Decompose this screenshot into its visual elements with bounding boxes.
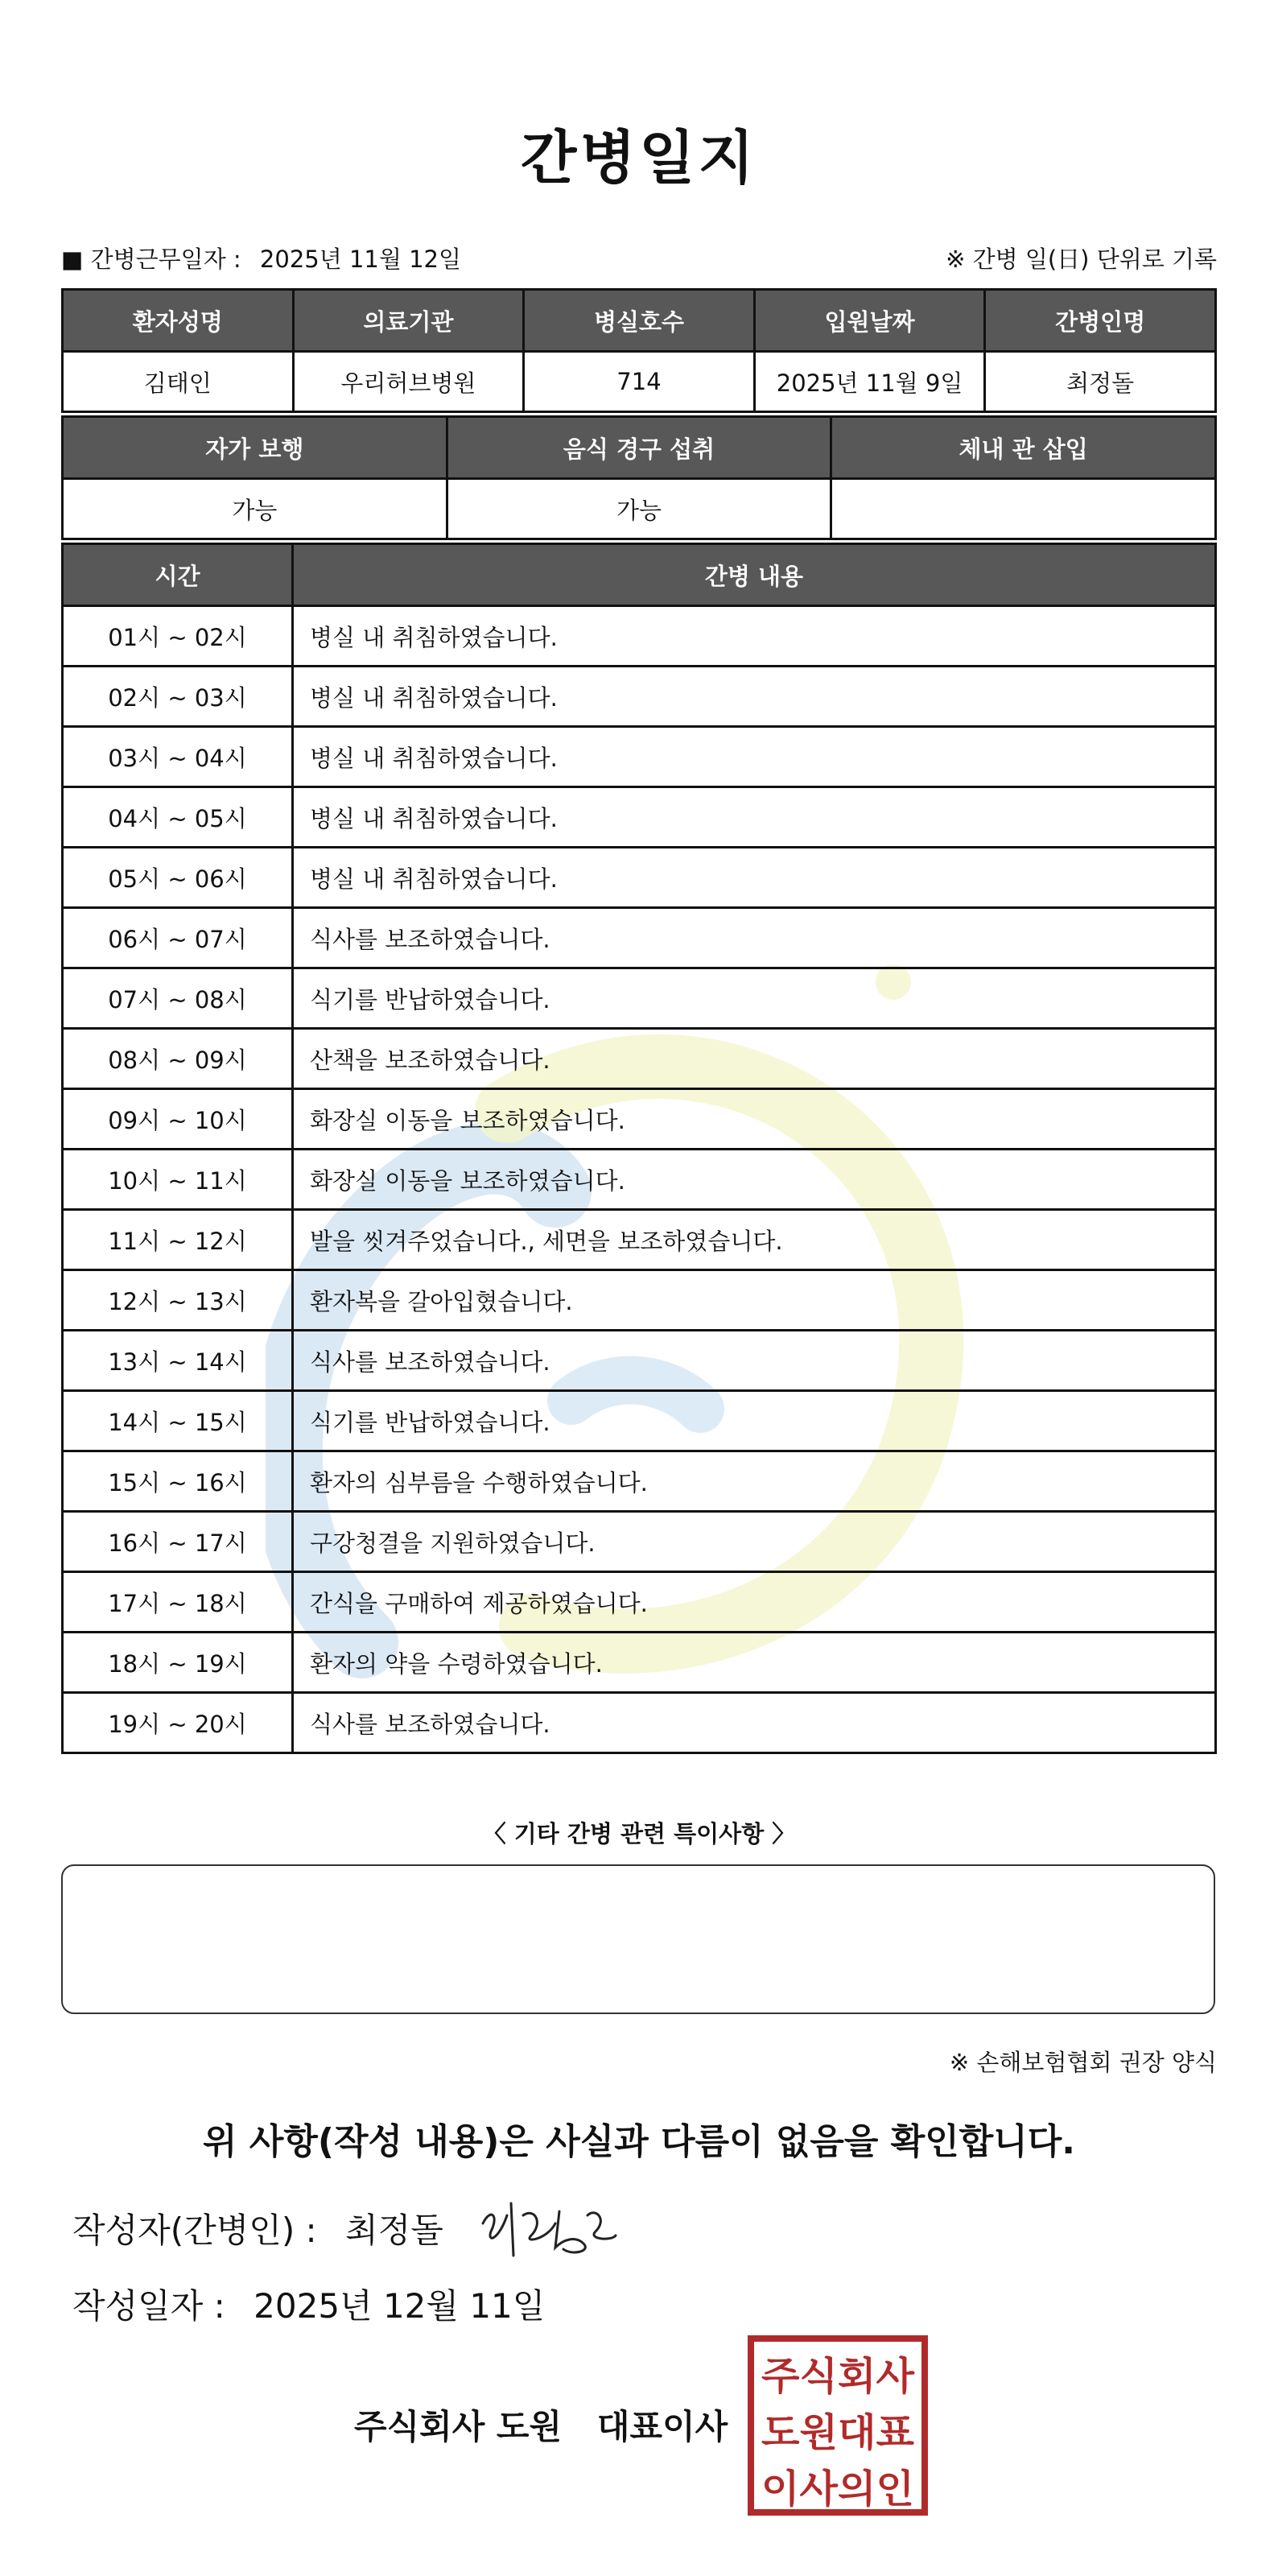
log-time: 17시 ~ 18시 bbox=[63, 1572, 293, 1633]
log-time: 15시 ~ 16시 bbox=[63, 1451, 293, 1512]
log-row bbox=[63, 1331, 1216, 1391]
work-date bbox=[61, 242, 461, 275]
status-value-row bbox=[63, 479, 1216, 539]
log-row bbox=[63, 1270, 1216, 1331]
log-content: 병실 내 취침하였습니다. bbox=[293, 606, 1216, 667]
log-row bbox=[63, 848, 1216, 908]
header-caregiver: 간병인명 bbox=[985, 290, 1216, 352]
log-time: 08시 ~ 09시 bbox=[63, 1029, 293, 1089]
log-row bbox=[63, 1512, 1216, 1572]
header-admission-date: 입원날짜 bbox=[754, 290, 985, 352]
log-row bbox=[63, 968, 1216, 1029]
log-time: 01시 ~ 02시 bbox=[63, 606, 293, 667]
log-row bbox=[63, 1089, 1216, 1150]
log-row bbox=[63, 606, 1216, 667]
log-row bbox=[63, 787, 1216, 848]
log-content: 화장실 이동을 보조하였습니다. bbox=[293, 1089, 1216, 1150]
log-content: 병실 내 취침하였습니다. bbox=[293, 787, 1216, 848]
log-content: 식사를 보조하였습니다. bbox=[293, 1693, 1216, 1753]
log-time: 03시 ~ 04시 bbox=[63, 727, 293, 787]
log-content: 환자복을 갈아입혔습니다. bbox=[293, 1270, 1216, 1331]
log-row bbox=[63, 1150, 1216, 1210]
header-care-content: 간병 내용 bbox=[293, 544, 1216, 606]
log-row bbox=[63, 1029, 1216, 1089]
patient-name: 김태인 bbox=[63, 352, 294, 412]
log-body bbox=[63, 606, 1216, 1753]
header-patient-name: 환자성명 bbox=[63, 290, 294, 352]
log-content: 병실 내 취침하였습니다. bbox=[293, 667, 1216, 727]
writer-name: 최정돌 bbox=[345, 2211, 443, 2250]
company-representative: 주식회사 도원 대표이사 bbox=[354, 2407, 728, 2446]
company-seal-stamp bbox=[747, 2334, 929, 2516]
log-time: 05시 ~ 06시 bbox=[63, 848, 293, 908]
header-room: 병실호수 bbox=[524, 290, 755, 352]
work-date-label: ■ 간병근무일자 : bbox=[61, 246, 241, 273]
log-row bbox=[63, 1391, 1216, 1451]
svg-text:도원대표: 도원대표 bbox=[761, 2410, 915, 2455]
log-time: 12시 ~ 13시 bbox=[63, 1270, 293, 1331]
log-header-row bbox=[63, 544, 1216, 606]
log-content: 환자의 약을 수령하였습니다. bbox=[293, 1633, 1216, 1693]
tube-insertion-value bbox=[831, 479, 1216, 539]
written-date-line bbox=[72, 2280, 545, 2328]
header-time: 시간 bbox=[63, 544, 293, 606]
log-row bbox=[63, 667, 1216, 727]
svg-text:이사의인: 이사의인 bbox=[761, 2467, 914, 2512]
log-content: 식기를 반납하였습니다. bbox=[293, 968, 1216, 1029]
log-time: 16시 ~ 17시 bbox=[63, 1512, 293, 1572]
writer-label: 작성자(간병인) : bbox=[72, 2211, 317, 2250]
confirmation-statement: 위 사항(작성 내용)은 사실과 다름이 없음을 확인합니다. bbox=[203, 2121, 1075, 2162]
log-content: 병실 내 취침하였습니다. bbox=[293, 727, 1216, 787]
log-time: 11시 ~ 12시 bbox=[63, 1210, 293, 1270]
notes-box bbox=[61, 1864, 1215, 2014]
room-number: 714 bbox=[524, 352, 755, 412]
document-title: 간병일지 bbox=[520, 124, 758, 192]
patient-info-table bbox=[61, 288, 1217, 413]
patient-value-row bbox=[63, 352, 1216, 412]
log-time: 06시 ~ 07시 bbox=[63, 908, 293, 968]
log-row bbox=[63, 908, 1216, 968]
patient-status-table bbox=[61, 415, 1217, 540]
log-time: 13시 ~ 14시 bbox=[63, 1331, 293, 1391]
caregiver-name: 최정돌 bbox=[985, 352, 1216, 412]
log-time: 14시 ~ 15시 bbox=[63, 1391, 293, 1451]
header-oral-intake: 음식 경구 섭취 bbox=[447, 417, 831, 479]
header-self-walking: 자가 보행 bbox=[63, 417, 447, 479]
handwritten-signature bbox=[475, 2191, 620, 2264]
written-date-label: 작성일자 : bbox=[72, 2286, 225, 2326]
written-date-value: 2025년 12월 11일 bbox=[254, 2286, 546, 2326]
work-date-value: 2025년 11월 12일 bbox=[259, 246, 462, 273]
status-header-row bbox=[63, 417, 1216, 479]
care-log-table bbox=[61, 543, 1217, 1754]
header-hospital: 의료기관 bbox=[293, 290, 524, 352]
log-row bbox=[63, 1633, 1216, 1693]
log-content: 발을 씻겨주었습니다., 세면을 보조하였습니다. bbox=[293, 1210, 1216, 1270]
log-content: 식기를 반납하였습니다. bbox=[293, 1391, 1216, 1451]
header-tube-insertion: 체내 관 삽입 bbox=[831, 417, 1216, 479]
oral-intake-value: 가능 bbox=[447, 479, 831, 539]
admission-date: 2025년 11월 9일 bbox=[754, 352, 985, 412]
log-row bbox=[63, 1451, 1216, 1512]
self-walking-value: 가능 bbox=[63, 479, 447, 539]
log-content: 구강청결을 지원하였습니다. bbox=[293, 1512, 1216, 1572]
log-content: 환자의 심부름을 수행하였습니다. bbox=[293, 1451, 1216, 1512]
log-row bbox=[63, 1693, 1216, 1753]
log-row bbox=[63, 1572, 1216, 1633]
log-time: 19시 ~ 20시 bbox=[63, 1693, 293, 1753]
daily-record-note: ※ 간병 일(日) 단위로 기록 bbox=[946, 246, 1217, 273]
recommended-form-note: ※ 손해보험협회 권장 양식 bbox=[949, 2049, 1217, 2076]
log-content: 식사를 보조하였습니다. bbox=[293, 1331, 1216, 1391]
log-content: 식사를 보조하였습니다. bbox=[293, 908, 1216, 968]
log-time: 18시 ~ 19시 bbox=[63, 1633, 293, 1693]
log-time: 02시 ~ 03시 bbox=[63, 667, 293, 727]
log-row bbox=[63, 727, 1216, 787]
log-content: 화장실 이동을 보조하였습니다. bbox=[293, 1150, 1216, 1210]
svg-text:주식회사: 주식회사 bbox=[761, 2354, 915, 2399]
log-time: 09시 ~ 10시 bbox=[63, 1089, 293, 1150]
log-time: 04시 ~ 05시 bbox=[63, 787, 293, 848]
patient-header-row bbox=[63, 290, 1216, 352]
log-row bbox=[63, 1210, 1216, 1270]
log-content: 병실 내 취침하였습니다. bbox=[293, 848, 1216, 908]
log-content: 산책을 보조하였습니다. bbox=[293, 1029, 1216, 1089]
hospital-name: 우리허브병원 bbox=[293, 352, 524, 412]
writer-line bbox=[72, 2204, 443, 2252]
log-content: 간식을 구매하여 제공하였습니다. bbox=[293, 1572, 1216, 1633]
log-time: 07시 ~ 08시 bbox=[63, 968, 293, 1029]
notes-title: 〈 기타 간병 관련 특이사항 〉 bbox=[482, 1820, 796, 1847]
log-time: 10시 ~ 11시 bbox=[63, 1150, 293, 1210]
